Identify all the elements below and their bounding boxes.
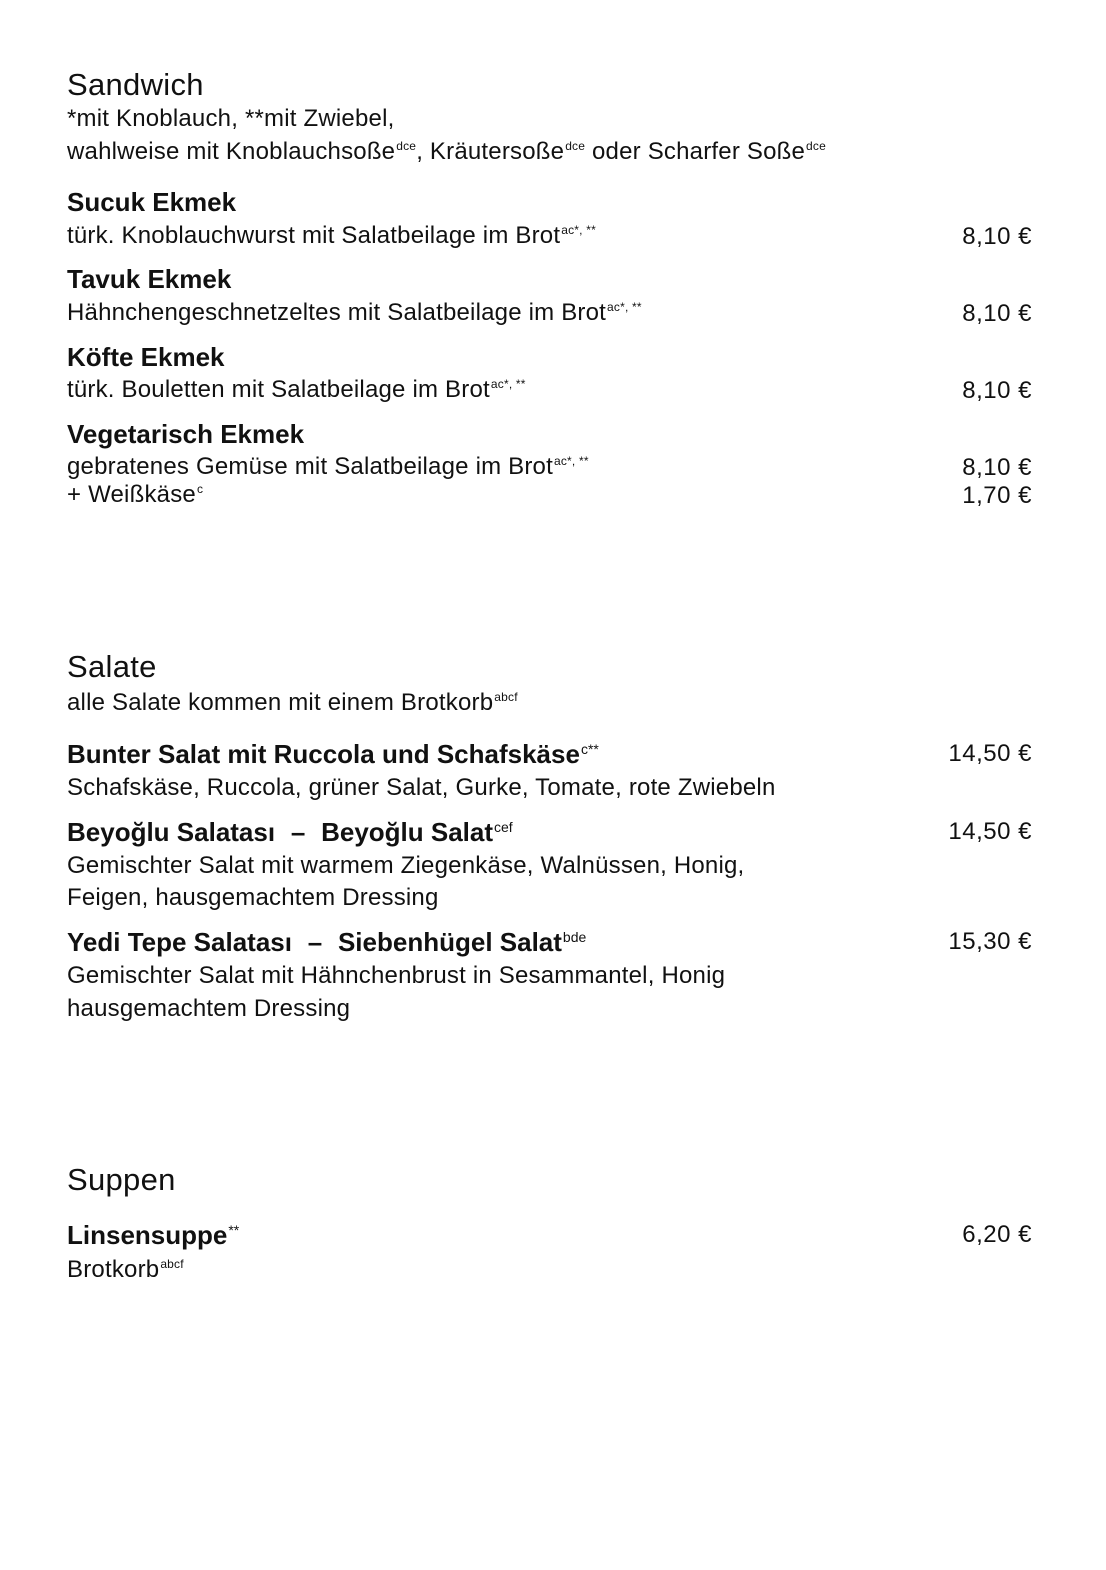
- item-price: 8,10 €: [962, 377, 1032, 404]
- item-price: 8,10 €: [962, 223, 1032, 250]
- item-name-text: Beyoğlu Salat: [321, 817, 494, 847]
- item-name-text: Yedi Tepe Salatası: [67, 927, 292, 957]
- note-text: , Kräutersoße: [416, 138, 565, 165]
- description-text: türk. Knoblauchwurst mit Salatbeilage im Brot: [67, 222, 561, 249]
- item-description: Gemischter Salat mit warmem Ziegenkäse, Walnüssen, Honig,: [67, 852, 745, 879]
- allergen-code: c**: [580, 741, 599, 757]
- item-name-text: Siebenhügel Salat: [337, 927, 562, 957]
- description-text: Brotkorb: [67, 1256, 160, 1283]
- item-name-text: Beyoğlu Salatası: [67, 817, 276, 847]
- salate-note: [67, 688, 518, 718]
- item-name: Sucuk Ekmek: [67, 187, 237, 217]
- item-description: [67, 297, 642, 329]
- section-title-sandwich: Sandwich: [67, 67, 204, 102]
- item-name: [67, 817, 513, 847]
- note-text: alle Salate kommen mit einem Brotkorb: [67, 689, 494, 716]
- item-extra: [67, 479, 203, 511]
- section-title-salate: Salate: [67, 649, 157, 684]
- item-description: Feigen, hausgemachtem Dressing: [67, 884, 439, 911]
- section-title-suppen: Suppen: [67, 1162, 176, 1197]
- allergen-code: bde: [562, 929, 587, 945]
- item-name: Köfte Ekmek: [67, 342, 225, 372]
- name-separator: –: [307, 927, 323, 957]
- item-description: hausgemachtem Dressing: [67, 995, 351, 1022]
- item-extra-price: 1,70 €: [962, 482, 1032, 509]
- allergen-code: abcf: [160, 1257, 184, 1271]
- note-text: wahlweise mit Knoblauchsoße: [67, 138, 396, 165]
- allergen-code: c: [196, 482, 204, 496]
- allergen-code: dce: [806, 139, 826, 153]
- item-price: 15,30 €: [948, 928, 1032, 955]
- item-price: 8,10 €: [962, 300, 1032, 327]
- item-price: 8,10 €: [962, 454, 1032, 481]
- item-description: Schafskäse, Ruccola, grüner Salat, Gurke, Tomate, rote Zwiebeln: [67, 774, 776, 801]
- allergen-code: **: [228, 1222, 240, 1238]
- description-text: gebratenes Gemüse mit Salatbeilage im Brot: [67, 453, 553, 480]
- item-name: [67, 739, 599, 769]
- allergen-code: ac*, **: [490, 377, 526, 391]
- note-text: oder Scharfer Soße: [585, 138, 806, 165]
- extra-label: + Weißkäse: [67, 481, 196, 508]
- sandwich-note-line1: *mit Knoblauch, **mit Zwiebel,: [67, 105, 395, 132]
- allergen-code: dce: [565, 139, 586, 153]
- item-name: Tavuk Ekmek: [67, 264, 232, 294]
- description-text: türk. Bouletten mit Salatbeilage im Brot: [67, 376, 490, 403]
- name-separator: –: [290, 817, 306, 847]
- item-description: [67, 220, 596, 252]
- allergen-code: ac*, **: [561, 223, 596, 237]
- item-name: [67, 927, 586, 957]
- item-price: 6,20 €: [962, 1221, 1032, 1248]
- item-name-text: Bunter Salat mit Ruccola und Schafskäse: [67, 739, 580, 769]
- item-description: Gemischter Salat mit Hähnchenbrust in Sesammantel, Honig: [67, 962, 726, 989]
- allergen-code: cef: [494, 819, 513, 835]
- allergen-code: dce: [396, 139, 417, 153]
- sandwich-note-line2: [67, 137, 826, 167]
- item-name: [67, 1220, 239, 1250]
- item-name-text: Linsensuppe: [67, 1220, 228, 1250]
- description-text: Hähnchengeschnetzeltes mit Salatbeilage im Brot: [67, 299, 607, 326]
- allergen-code: abcf: [494, 690, 518, 704]
- allergen-code: ac*, **: [553, 454, 589, 468]
- item-price: 14,50 €: [948, 740, 1032, 767]
- item-description: [67, 374, 526, 406]
- allergen-code: ac*, **: [607, 300, 642, 314]
- item-description: [67, 1254, 184, 1286]
- item-price: 14,50 €: [948, 818, 1032, 845]
- item-name: Vegetarisch Ekmek: [67, 419, 305, 449]
